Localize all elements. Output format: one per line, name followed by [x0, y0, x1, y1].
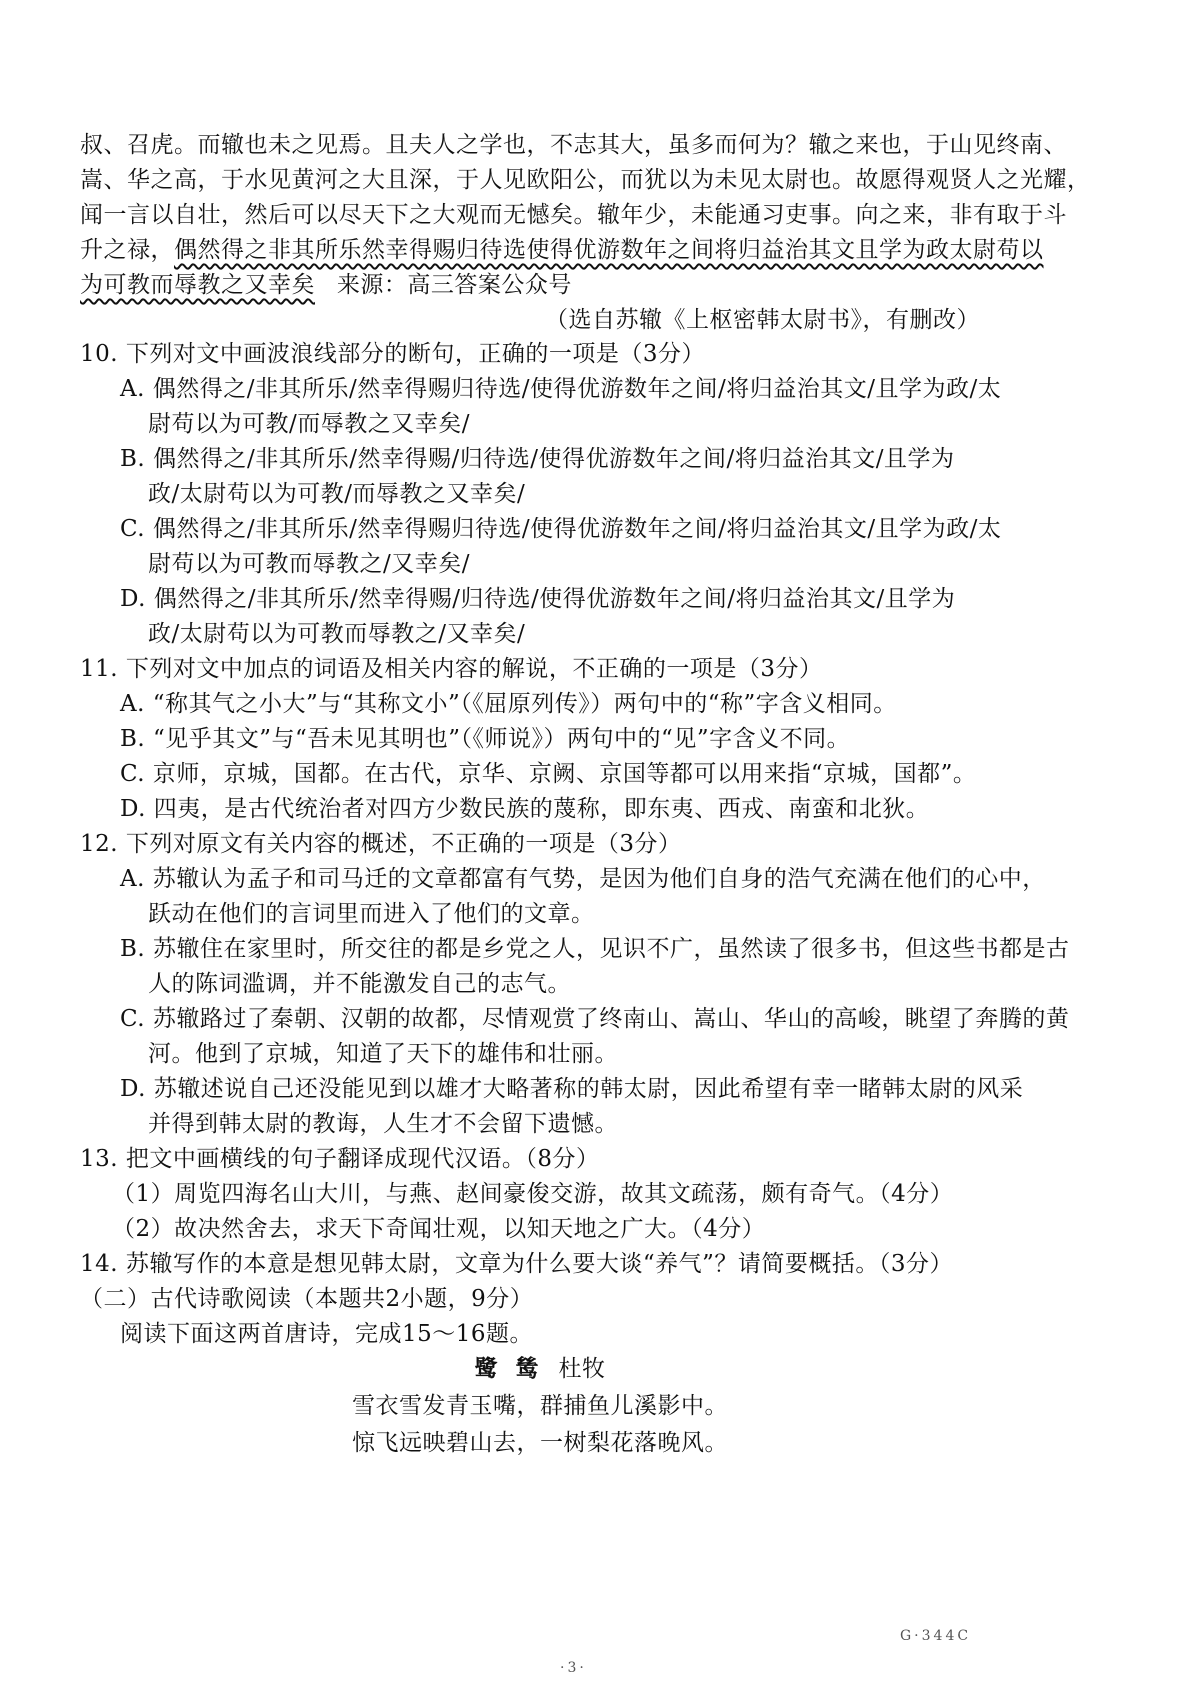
footer-mark: G·344C [900, 1628, 972, 1644]
q11-option-d: D. 四夷，是古代统治者对四方少数民族的蔑称，即东夷、西戎、南蛮和北狄。 [120, 796, 930, 822]
q12-option-b: B. 苏辙住在家里时，所交往的都是乡党之人，见识不广，虽然读了很多书，但这些书都是古 [120, 936, 1070, 962]
q11-stem: 11. 下列对文中加点的词语及相关内容的解说，不正确的一项是（3分） [80, 656, 823, 682]
q14-stem: 14. 苏辙写作的本意是想见韩太尉，文章为什么要大谈“养气”？请简要概括。（3分） [80, 1251, 954, 1277]
q10-option-a: A. 偶然得之/非其所乐/然幸得赐归待选/使得优游数年之间/将归益治其文/且学为政/太 [120, 376, 1002, 402]
q13-item-1: （1）周览四海名山大川，与燕、赵间豪俊交游，故其文疏荡，颇有奇气。（4分） [112, 1181, 954, 1207]
poem-line-2: 惊飞远映碧山去，一树梨花落晚风。 [352, 1430, 728, 1456]
q12-stem: 12. 下列对原文有关内容的概述，不正确的一项是（3分） [80, 831, 682, 857]
page-number: ·3· [560, 1660, 587, 1676]
q10-option-b-cont: 政/太尉苟以为可教/而辱教之又幸矣/ [148, 481, 526, 507]
poem-title: 鹭鸶 [474, 1355, 557, 1382]
q10-option-d-cont: 政/太尉苟以为可教而辱教之/又幸矣/ [148, 621, 526, 647]
source-note: 来源：高三答案公众号 [336, 272, 572, 298]
poem-author: 杜牧 [558, 1356, 606, 1382]
passage-line-4-plain: 升之禄， [80, 237, 174, 263]
passage-line-5 [80, 268, 572, 302]
section-heading: （二）古代诗歌阅读（本题共2小题，9分） [80, 1286, 534, 1312]
q10-option-d: D. 偶然得之/非其所乐/然幸得赐/归待选/使得优游数年之间/将归益治其文/且学为 [120, 586, 956, 612]
q12-option-c-cont: 河。他到了京城，知道了天下的雄伟和壮丽。 [148, 1041, 618, 1067]
passage-line-1: 叔、召虎。而辙也未之见焉。且夫人之学也，不志其大，虽多而何为？辙之来也，于山见终南、 [80, 132, 1067, 158]
q12-option-d-cont: 并得到韩太尉的教诲，人生才不会留下遗憾。 [148, 1111, 618, 1137]
q10-option-c-cont: 尉苟以为可教而辱教之/又幸矣/ [148, 551, 470, 577]
passage-line-2: 嵩、华之高，于水见黄河之大且深，于人见欧阳公，而犹以为未见太尉也。故愿得观贤人之光耀， [80, 167, 1091, 193]
poem-heading [0, 1352, 1080, 1386]
q11-option-c: C. 京师，京城，国都。在古代，京华、京阙、京国等都可以用来指“京城，国都”。 [120, 761, 977, 787]
q13-stem: 13. 把文中画横线的句子翻译成现代汉语。（8分） [80, 1146, 600, 1172]
passage-line-3: 闻一言以自壮，然后可以尽天下之大观而无憾矣。辙年少，未能通习吏事。向之来，非有取于斗 [80, 202, 1067, 228]
q12-option-a-cont: 跃动在他们的言词里而进入了他们的文章。 [148, 901, 595, 927]
wavy-underlined-text-end: 为可教而辱教之又幸矣 [80, 272, 315, 298]
q12-option-a: A. 苏辙认为孟子和司马迁的文章都富有气势，是因为他们自身的浩气充满在他们的心中， [120, 866, 1046, 892]
q10-option-a-cont: 尉苟以为可教/而辱教之又幸矣/ [148, 411, 470, 437]
q12-option-c: C. 苏辙路过了秦朝、汉朝的故都，尽情观赏了终南山、嵩山、华山的高峻，眺望了奔腾的黄 [120, 1006, 1070, 1032]
q12-option-b-cont: 人的陈词滥调，并不能激发自己的志气。 [148, 971, 571, 997]
passage-line-4 [80, 233, 1044, 267]
wavy-underlined-text: 偶然得之非其所乐然幸得赐归待选使得优游数年之间将归益治其文且学为政太尉苟以 [174, 237, 1044, 263]
q10-stem: 10. 下列对文中画波浪线部分的断句，正确的一项是（3分） [80, 341, 706, 367]
passage-citation: （选自苏辙《上枢密韩太尉书》，有删改） [545, 307, 980, 333]
q11-option-a: A. “称其气之小大”与“其称文小”（《屈原列传》）两句中的“称”字含义相同。 [120, 691, 897, 717]
q10-option-c: C. 偶然得之/非其所乐/然幸得赐归待选/使得优游数年之间/将归益治其文/且学为政/太 [120, 516, 1002, 542]
poem-line-1: 雪衣雪发青玉嘴，群捕鱼儿溪影中。 [352, 1393, 728, 1419]
q11-option-b: B. “见乎其文”与“吾未见其明也”（《师说》）两句中的“见”字含义不同。 [120, 726, 851, 752]
q13-item-2: （2）故决然舍去，求天下奇闻壮观，以知天地之广大。（4分） [112, 1216, 766, 1242]
section-instruction: 阅读下面这两首唐诗，完成15～16题。 [120, 1321, 534, 1347]
q10-option-b: B. 偶然得之/非其所乐/然幸得赐/归待选/使得优游数年之间/将归益治其文/且学为 [120, 446, 955, 472]
q12-option-d: D. 苏辙述说自己还没能见到以雄才大略著称的韩太尉，因此希望有幸一睹韩太尉的风采 [120, 1076, 1024, 1102]
